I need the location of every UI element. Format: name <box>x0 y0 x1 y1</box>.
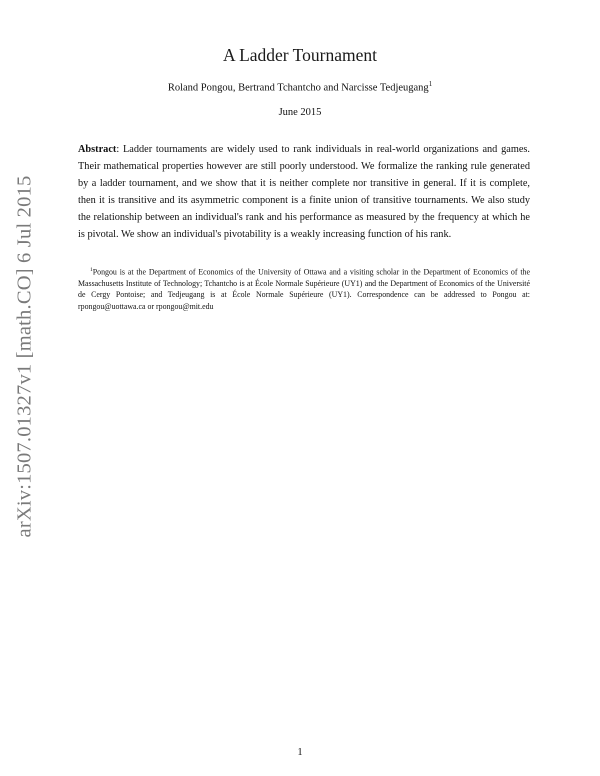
arxiv-identifier-text: arXiv:1507.01327v1 [math.CO] 6 Jul 2015 <box>13 175 36 537</box>
abstract-label: Abstract <box>78 144 117 155</box>
arxiv-identifier-stamp <box>10 176 40 536</box>
author-names: Roland Pongou, Bertrand Tchantcho and Narcisse Tedjeugang <box>167 82 429 94</box>
footnote-mark: 1 <box>90 267 93 273</box>
abstract-text: : Ladder tournaments are widely used to rank individuals in real-world organizations and games. Their mathematical properties however are still poorly understood. We formalize the ranking rule generated by a ladder tournament, and we show that it is neither complete nor transitive in general. If it is complete, then it is transitive and its asymmetric component is a finite union of transitive tournaments. We also study the relationship between an individual's rank and his performance as measured by the frequency at which he is pivotal. We show an individual's pivotability is a weakly increasing function of his rank. <box>78 144 530 240</box>
paper-title: A Ladder Tournament <box>223 45 377 65</box>
abstract-paragraph <box>78 141 530 243</box>
footnote-text: Pongou is at the Department of Economics of the University of Ottawa and a visiting scholar in the Department of Economics of the Massachusetts Institute of Technology; Tchantcho is at École Normale Supérieure (UY1) and the Department of Economics of the Université de Cergy Pontoise; and Tedjeugang is at École Normale Supérieure (UY1). Correspondence can be addressed to Pongou at: rpongou@uottawa.ca or rpongou@mit.edu <box>78 267 530 311</box>
author-footnote-mark: 1 <box>428 80 433 88</box>
page-number: 1 <box>297 747 303 758</box>
author-line <box>0 80 600 94</box>
author-footnote <box>78 265 530 312</box>
publication-date: June 2015 <box>278 107 322 118</box>
